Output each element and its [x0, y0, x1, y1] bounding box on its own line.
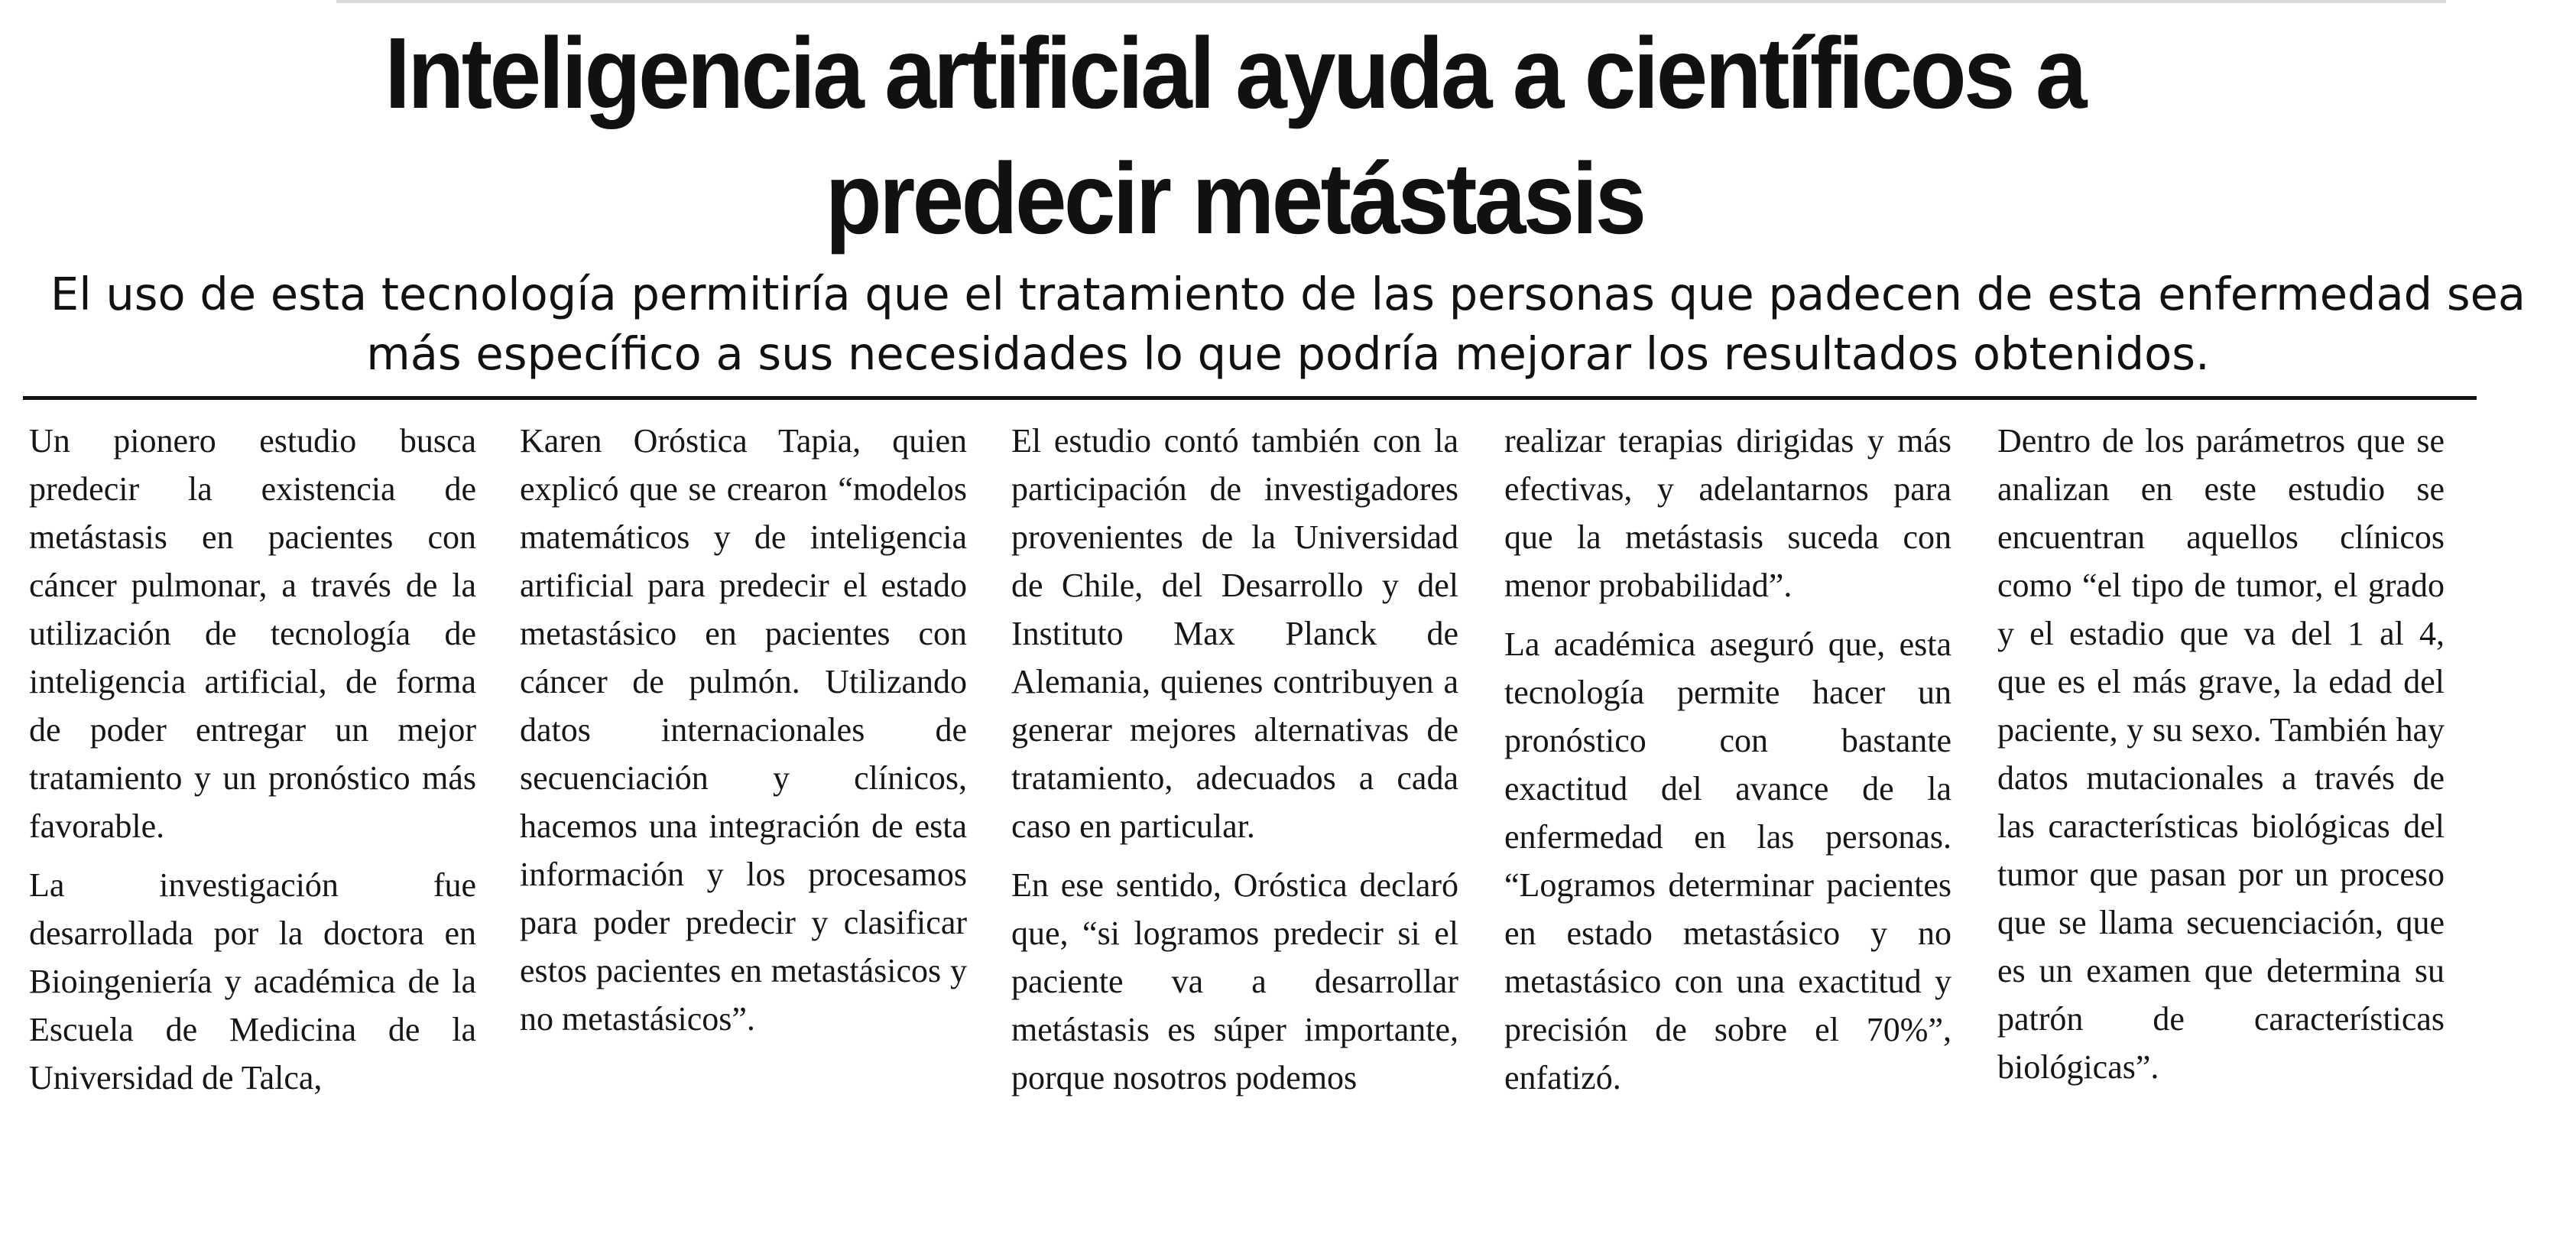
column-5: [1997, 417, 2445, 1102]
top-rule: [336, 0, 2446, 3]
article-columns: [29, 417, 2483, 1227]
paragraph: La investigación fue desarrollada por la doctora en Bioingeniería y académica de la Escuela de Medicina de la Universidad de Talca,: [29, 866, 476, 1096]
paragraph: Un pionero estudio busca predecir la existencia de metástasis en pacientes con cáncer pulmonar, a través de la utilización de tecnología de inteligencia artificial, de forma de poder entregar un mejor tratamiento y un pronóstico más favorable.: [29, 422, 476, 845]
paragraph: realizar terapias dirigidas y más efectivas, y adelantarnos para que la metástasis suceda con menor probabilidad”.: [1504, 422, 1951, 604]
column-4: [1504, 417, 1951, 1113]
headline: Inteligencia artificial ayuda a científicos a predecir metástasis: [384, 17, 2084, 255]
subheadline: El uso de esta tecnología permitiría que el tratamiento de las personas que padecen de esta enfermedad sea más específico a sus necesidades lo que podría mejorar los resultados obtenidos.: [50, 268, 2526, 380]
column-2: [520, 417, 967, 1054]
column-3: [1011, 417, 1458, 1113]
paragraph: Karen Oróstica Tapia, quien explicó que se crearon “modelos matemáticos y de inteligencia artificial para predecir el estado metastásico en pacientes con cáncer de pulmón. Utilizando datos internacionales de secuenciación y clínicos, hacemos una integración de esta información y los procesamos para poder predecir y clasificar estos pacientes en metastásicos y no metastásicos”.: [520, 422, 967, 1038]
column-1: [29, 417, 476, 1113]
paragraph: Dentro de los parámetros que se analizan en este estudio se encuentran aquellos clínicos como “el tipo de tumor, el grado y el estadio que va del 1 al 4, que es el más grave, la edad del paciente, y su sexo. También hay datos mutacionales a través de las características biológicas del tumor que pasan por un proceso que se llama secuenciación, que es un examen que determina su patrón de características biológicas”.: [1997, 422, 2445, 1086]
paragraph: La académica aseguró que, esta tecnología permite hacer un pronóstico con bastante exactitud del avance de la enfermedad en las personas. “Logramos determinar pacientes en estado metastásico y no metastásico con una exactitud y precisión de sobre el 70%”, enfatizó.: [1504, 625, 1951, 1096]
paragraph: El estudio contó también con la participación de investigadores provenientes de la Universidad de Chile, del Desarrollo y del Instituto Max Planck de Alemania, quienes contribuyen a generar mejores alternativas de tratamiento, adecuados a cada caso en particular.: [1011, 422, 1458, 845]
section-rule: [23, 396, 2477, 400]
paragraph: En ese sentido, Oróstica declaró que, “si logramos predecir si el paciente va a desarrollar metástasis es súper importante, porque nosotros podemos: [1011, 866, 1458, 1096]
